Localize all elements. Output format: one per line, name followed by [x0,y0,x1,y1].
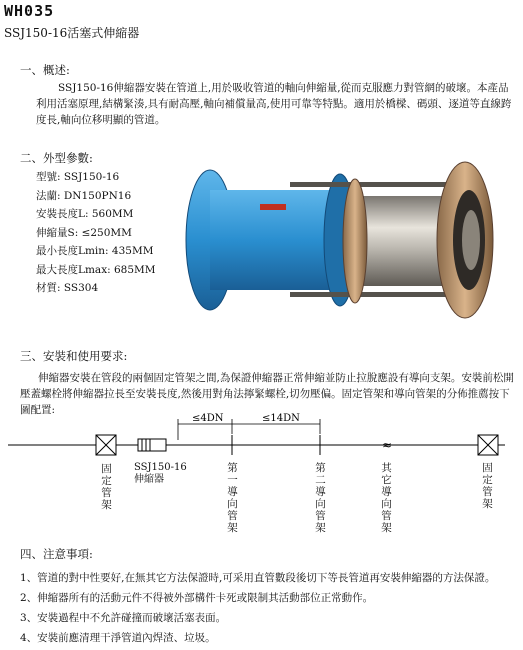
dim-14dn-label: ≤14DN [262,413,300,424]
param-min-length: 最小長度Lmin: 435MM [36,245,154,257]
name-plate [260,204,286,210]
label-other-guides: 其它導向管架 [381,462,392,534]
dimension-14dn [232,413,320,434]
bore-inner [462,210,480,270]
middle-flange [343,179,367,303]
param-model: 型號: SSJ150-16 [36,171,120,183]
install-line: 分佈推薦按下圖配置: [20,388,510,416]
param-flange: 法蘭: DN150PN16 [36,189,132,202]
note-item: 1、管道的對中性要好,在無其它方法保證時,可采用直管數段後切下等長管道再安裝伸縮器的方法保證。 [20,572,496,584]
dim-4dn-label: ≤4DN [192,413,224,424]
tie-rod-top [290,182,450,187]
product-subtitle: SSJ150-16活塞式伸縮器 [4,26,140,40]
install-heading: 三、安裝和使用要求: [20,349,128,363]
params-heading: 二、外型參數: [20,151,93,165]
label-guide-1: 第一導向管架 [227,462,238,534]
expansion-joint-image [180,148,520,326]
overview-line: 利用活塞原理,結構緊湊,具有耐高壓,軸向補償量高,使用可靠等特點。適用於橋樑、碼頭、逐道等 [36,98,480,110]
params-list [36,168,186,298]
install-line: 前松開壓蓋螺栓將伸縮器拉長至安裝長度,然後用對角法擰緊螺栓,切勿壓偏。固定管架和導向管架的 [20,372,514,400]
notes-list [20,570,520,650]
expander-symbol [138,439,166,451]
param-material: 材質: SS304 [36,282,99,294]
label-guide-2: 第二導向管架 [315,462,326,534]
note-item: 3、安裝過程中不允許碰撞而破壞活塞表面。 [20,612,227,624]
install-line: 伸縮器安裝在管段的兩個固定管架之間,為保證伸縮器正常伸縮並防止拉脫應設有導向支架。安裝 [38,372,483,384]
support-layout-diagram [0,410,523,535]
label-expander: SSJ150-16伸縮器 [134,462,187,485]
overview-heading: 一、概述: [20,63,70,77]
label-fixed-right: 固定管架 [482,462,493,510]
overview-paragraph [36,80,516,128]
dimension-4dn [178,413,232,440]
notes-heading: 四、注意事項: [20,547,93,561]
param-install-length: 安裝長度L: 560MM [36,208,134,220]
note-item: 4、安裝前應清理干淨管道內焊渣、垃圾。 [20,632,216,644]
param-max-length: 最大長度Lmax: 685MM [36,263,156,276]
fixed-support-left [96,435,116,455]
product-code: WH035 [4,2,55,20]
fixed-support-right [478,435,498,455]
label-fixed-left: 固定管架 [101,463,112,511]
overview-line: SSJ150-16伸縮器安裝在管道上,用於吸收管道的軸向伸縮量,從而克服應力對管網的破壞。本產品 [58,82,509,94]
overview-line: 直線跨度長,軸向位移明顯的管道。 [36,98,512,126]
pipe-break-mark: ≈ [382,438,393,452]
note-item: 2、伸縮器所有的活動元件不得被外部構件卡死或限制其活動部位正常動作。 [20,592,374,604]
param-stroke: 伸縮量S: ≤250MM [36,226,132,239]
tie-rod-bottom [290,292,450,297]
